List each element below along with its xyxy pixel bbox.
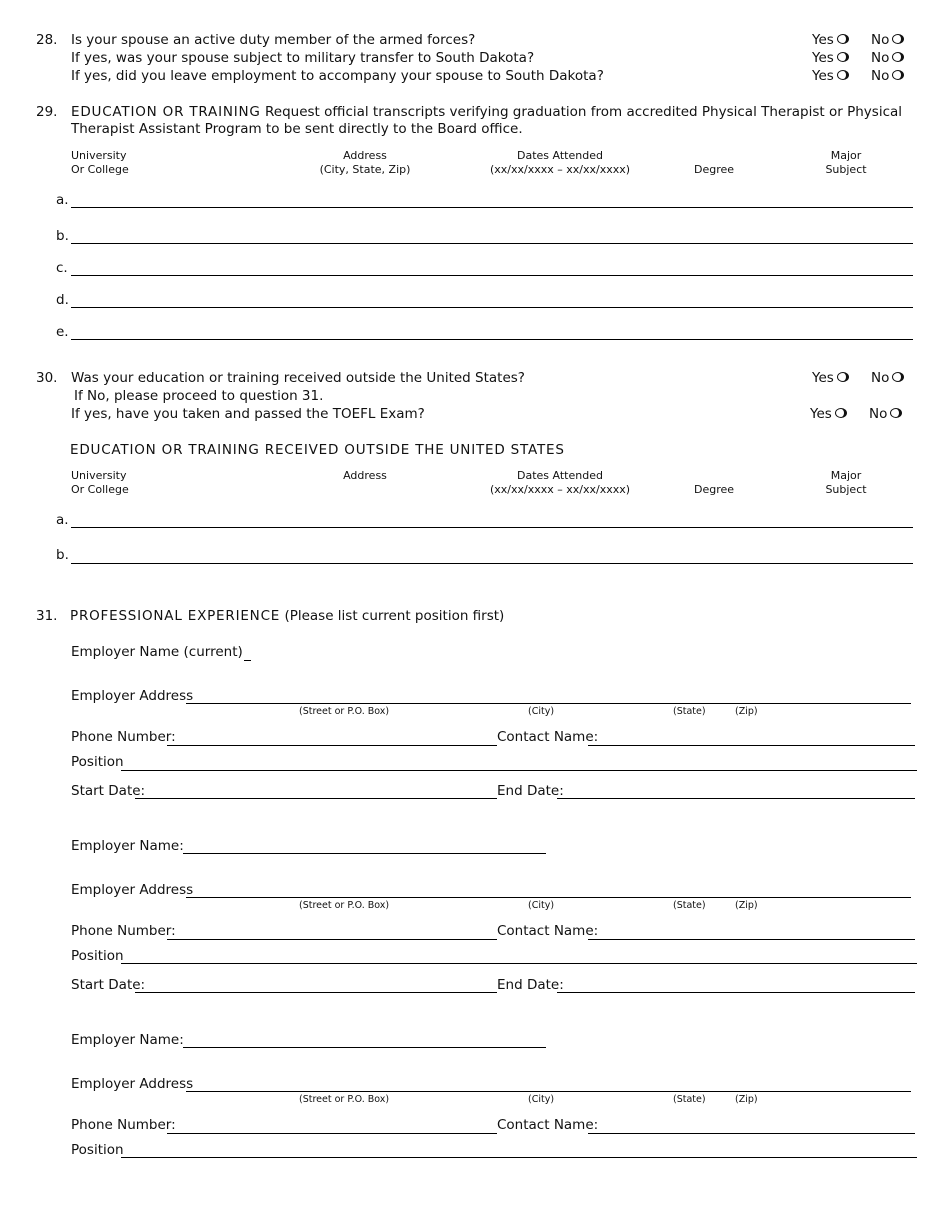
- start-date-label: Start Date:: [71, 783, 146, 799]
- contact-input[interactable]: [588, 939, 915, 940]
- column-header-address: (City, State, Zip): [319, 163, 411, 176]
- address-hint: (State): [673, 1094, 706, 1105]
- section-heading: PROFESSIONAL EXPERIENCE: [70, 608, 281, 624]
- employer-name-input[interactable]: [244, 660, 251, 661]
- question-text: If yes, was your spouse subject to military transfer to South Dakota?: [71, 50, 535, 66]
- column-header-degree: Degree: [693, 483, 735, 496]
- position-label: Position: [71, 948, 124, 964]
- phone-label: Phone Number:: [71, 729, 176, 745]
- radio-circle-icon: [890, 408, 902, 418]
- employer-address-label: Employer Address: [71, 882, 194, 898]
- address-hint: (Zip): [735, 706, 758, 717]
- employer-name-input[interactable]: [183, 1047, 546, 1048]
- address-hint: (City): [528, 900, 555, 911]
- no-radio[interactable]: No: [871, 32, 904, 48]
- yes-radio[interactable]: Yes: [812, 370, 849, 386]
- yes-radio[interactable]: Yes: [810, 406, 847, 422]
- contact-input[interactable]: [588, 745, 915, 746]
- radio-circle-icon: [837, 34, 849, 44]
- contact-label: Contact Name:: [497, 729, 599, 745]
- row-label: b.: [56, 228, 69, 244]
- contact-label: Contact Name:: [497, 1117, 599, 1133]
- question-text: Therapist Assistant Program to be sent directly to the Board office.: [71, 121, 523, 137]
- no-radio[interactable]: No: [871, 50, 904, 66]
- education-row-input[interactable]: [71, 243, 913, 244]
- radio-circle-icon: [892, 372, 904, 382]
- address-hint: (City): [528, 1094, 555, 1105]
- position-label: Position: [71, 754, 124, 770]
- position-input[interactable]: [121, 770, 917, 771]
- no-radio[interactable]: No: [871, 370, 904, 386]
- foreign-education-row-input[interactable]: [71, 563, 913, 564]
- column-header-dates: Dates Attended: [517, 469, 603, 482]
- column-header-university: Or College: [71, 483, 129, 496]
- phone-input[interactable]: [167, 745, 497, 746]
- employer-address-input[interactable]: [186, 897, 911, 898]
- column-header-degree: Degree: [693, 163, 735, 176]
- employer-name-label: Employer Name:: [71, 1032, 184, 1048]
- position-input[interactable]: [121, 1157, 917, 1158]
- column-header-dates: Dates Attended: [517, 149, 603, 162]
- radio-circle-icon: [892, 70, 904, 80]
- contact-label: Contact Name:: [497, 923, 599, 939]
- education-row-input[interactable]: [71, 275, 913, 276]
- question-number: 28.: [36, 32, 58, 48]
- no-radio[interactable]: No: [869, 406, 902, 422]
- employer-name-label: Employer Name:: [71, 838, 184, 854]
- education-row-input[interactable]: [71, 307, 913, 308]
- end-date-input[interactable]: [557, 992, 915, 993]
- start-date-input[interactable]: [135, 992, 497, 993]
- column-header-major: Major: [830, 469, 862, 482]
- employer-address-label: Employer Address: [71, 1076, 194, 1092]
- start-date-label: Start Date:: [71, 977, 146, 993]
- column-header-major: Subject: [825, 483, 867, 496]
- address-hint: (State): [673, 706, 706, 717]
- address-hint: (Street or P.O. Box): [299, 900, 390, 911]
- radio-circle-icon: [835, 408, 847, 418]
- phone-input[interactable]: [167, 939, 497, 940]
- address-hint: (Zip): [735, 1094, 758, 1105]
- section-heading: EDUCATION OR TRAINING RECEIVED OUTSIDE THE UNITED STATES: [70, 442, 565, 458]
- column-header-university: University: [71, 149, 127, 162]
- radio-circle-icon: [837, 52, 849, 62]
- row-label: e.: [56, 324, 69, 340]
- contact-input[interactable]: [588, 1133, 915, 1134]
- question-number: 29.: [36, 104, 58, 120]
- phone-label: Phone Number:: [71, 1117, 176, 1133]
- column-header-major: Subject: [825, 163, 867, 176]
- phone-input[interactable]: [167, 1133, 497, 1134]
- address-hint: (Zip): [735, 900, 758, 911]
- address-hint: (Street or P.O. Box): [299, 706, 390, 717]
- position-input[interactable]: [121, 963, 917, 964]
- question-number: 31.: [36, 608, 58, 624]
- yes-radio[interactable]: Yes: [812, 32, 849, 48]
- question-text: If yes, have you taken and passed the TOEFL Exam?: [71, 406, 425, 422]
- end-date-input[interactable]: [557, 798, 915, 799]
- radio-circle-icon: [837, 70, 849, 80]
- foreign-education-row-input[interactable]: [71, 527, 913, 528]
- address-hint: (State): [673, 900, 706, 911]
- address-hint: (City): [528, 706, 555, 717]
- column-header-dates: (xx/xx/xxxx – xx/xx/xxxx): [489, 483, 631, 496]
- employer-address-input[interactable]: [186, 703, 911, 704]
- column-header-dates: (xx/xx/xxxx – xx/xx/xxxx): [489, 163, 631, 176]
- employer-address-input[interactable]: [186, 1091, 911, 1092]
- no-radio[interactable]: No: [871, 68, 904, 84]
- employer-address-label: Employer Address: [71, 688, 194, 704]
- position-label: Position: [71, 1142, 124, 1158]
- start-date-input[interactable]: [135, 798, 497, 799]
- radio-circle-icon: [892, 34, 904, 44]
- question-text: If yes, did you leave employment to accompany your spouse to South Dakota?: [71, 68, 604, 84]
- yes-radio[interactable]: Yes: [812, 68, 849, 84]
- yes-radio[interactable]: Yes: [812, 50, 849, 66]
- row-label: d.: [56, 292, 69, 308]
- end-date-label: End Date:: [497, 977, 564, 993]
- column-header-address: Address: [343, 149, 387, 162]
- education-row-input[interactable]: [71, 207, 913, 208]
- employer-name-input[interactable]: [183, 853, 546, 854]
- question-number: 30.: [36, 370, 58, 386]
- employer-name-label: Employer Name (current): [71, 644, 243, 660]
- address-hint: (Street or P.O. Box): [299, 1094, 390, 1105]
- row-label: b.: [56, 547, 69, 563]
- question-text: PROFESSIONAL EXPERIENCE (Please list current position first): [70, 608, 505, 624]
- column-header-major: Major: [830, 149, 862, 162]
- phone-label: Phone Number:: [71, 923, 176, 939]
- column-header-address: Address: [343, 469, 387, 482]
- column-header-university: Or College: [71, 163, 129, 176]
- radio-circle-icon: [892, 52, 904, 62]
- section-heading: EDUCATION OR TRAINING: [71, 104, 261, 120]
- row-label: a.: [56, 512, 69, 528]
- question-text: Is your spouse an active duty member of the armed forces?: [71, 32, 476, 48]
- education-row-input[interactable]: [71, 339, 913, 340]
- end-date-label: End Date:: [497, 783, 564, 799]
- row-label: c.: [56, 260, 68, 276]
- question-text: If No, please proceed to question 31.: [74, 388, 324, 404]
- question-text: EDUCATION OR TRAINING Request official transcripts verifying graduation from accredited Physical Therapist or Physical: [71, 104, 903, 120]
- column-header-university: University: [71, 469, 127, 482]
- question-text: Was your education or training received outside the United States?: [71, 370, 525, 386]
- radio-circle-icon: [837, 372, 849, 382]
- row-label: a.: [56, 192, 69, 208]
